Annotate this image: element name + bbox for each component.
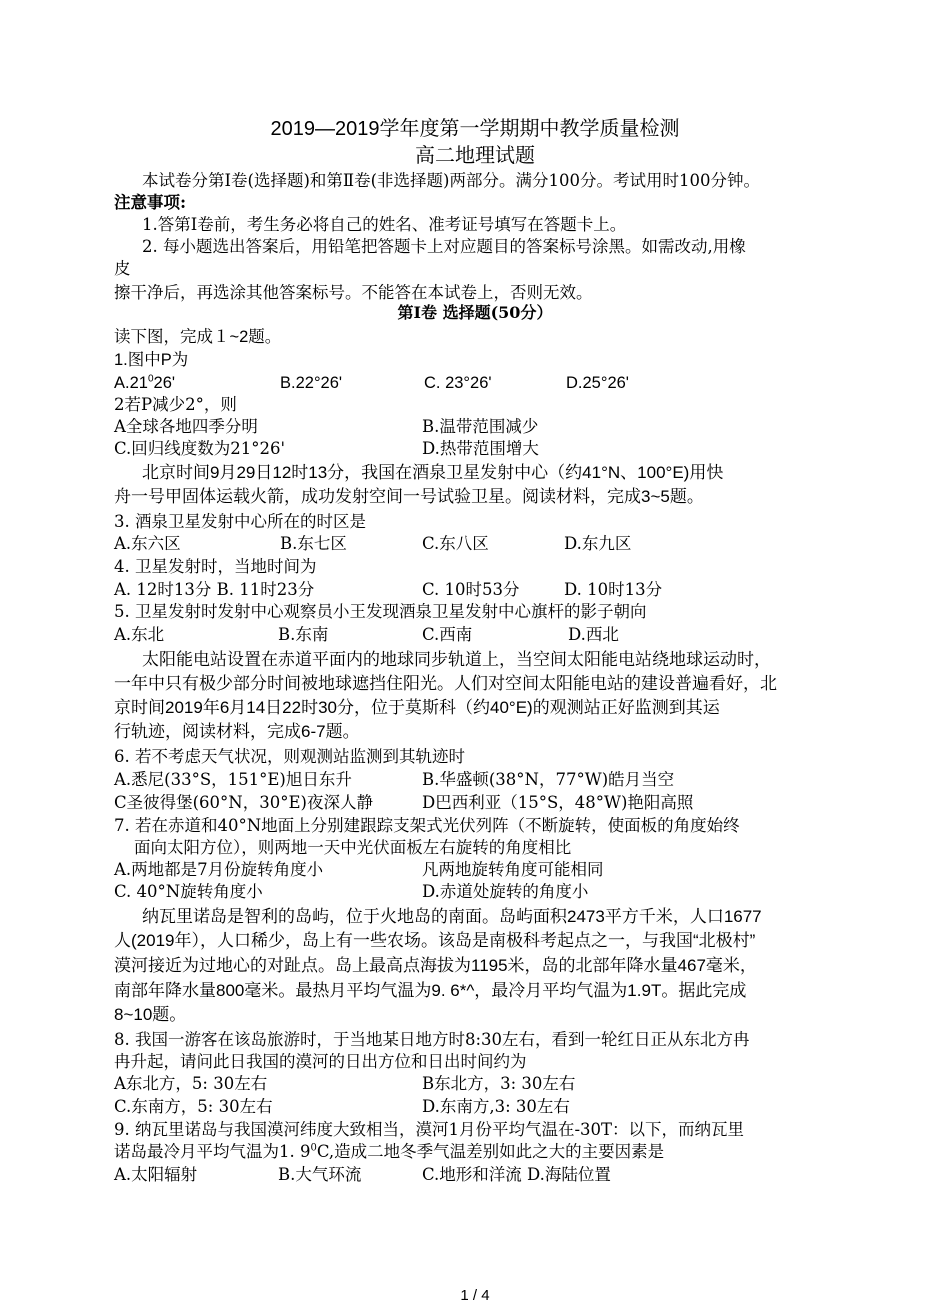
question-7-stem-line-2: 面向太阳方位），则两地一天中光伏面板左右旋转的角度相比 [134,838,572,857]
q2-option-d: D.热带范围增大 [422,439,539,458]
q1-option-b: B.22°26' [280,374,343,392]
q6-option-a: A.悉尼(33°S，151°E)旭日东升 [114,770,352,789]
q5-option-c: C.西南 [422,625,473,644]
q8-option-b: B东北方，3: 30左右 [422,1074,576,1093]
q7-option-b: 凡两地旋转角度可能相同 [422,860,604,879]
passage-4-line-1: 纳瓦里诺岛是智利的岛屿，位于火地岛的南面。岛屿面积2473平方千米，人口1677 [142,907,762,926]
q8-option-d: D.东南方,3: 30左右 [422,1097,570,1116]
q9-options-cd: C.地形和洋流 D.海陆位置 [422,1165,611,1184]
q3-option-c: C.东八区 [422,534,489,553]
question-3-stem: 3. 酒泉卫星发射中心所在的时区是 [114,512,366,531]
q2-option-a: A全球各地四季分明 [114,417,258,436]
q9-option-b: B.大气环流 [278,1165,362,1184]
q8-option-c: C.东南方，5: 30左右 [114,1097,273,1116]
q3-option-a: A.东六区 [114,534,181,553]
question-6-stem: 6. 若不考虑天气状况，则观测站监测到其轨迹时 [114,747,465,766]
question-9-stem-line-2: 诺岛最冷月平均气温为1. $9^0C$,造成二地冬季气温差别如此之大的主要因素是 [114,1142,665,1161]
q4-option-d: D. 10时13分 [564,580,663,599]
q3-option-b: B.东七区 [280,534,347,553]
q1-option-d: D.25°26' [566,374,629,392]
question-2-stem: 2若P减少2°，则 [114,395,237,414]
notice-item-2-end: 擦干净后，再选涂其他答案标号。不能答在本试卷上，否则无效。 [114,283,593,302]
passage-3-line-3: 京时间2019年6月14日22时30分，位于莫斯科（约40°E)的观测站正好监测到其运 [114,698,720,717]
q6-option-d: D巴西利亚（15°S，48°W)艳阳高照 [422,793,694,812]
question-1-stem: 1.图中P为 [114,351,189,369]
question-5-stem: 5. 卫星发射时发射中心观察员小王发现酒泉卫星发射中心旗杆的影子朝向 [114,602,647,621]
section-heading: 第Ⅰ卷 选择题(50分） [397,303,553,322]
q3-option-d: D.东九区 [564,534,632,553]
read-prompt: 读下图，完成１~2题。 [114,328,282,346]
notice-item-2: 2. 每小题选出答案后，用铅笔把答题卡上对应题目的答案标号涂黑。如需改动,用橡 [142,237,746,256]
notice-heading: 注意事项: [114,193,187,212]
q7-option-a: A.两地都是7月份旋转角度小 [114,860,324,879]
q5-option-b: B.东南 [278,625,329,644]
notice-item-1: 1.答第Ⅰ卷前，考生务必将自己的姓名、准考证号填写在答题卡上。 [142,215,627,234]
notice-item-2-continued: 皮 [114,259,131,278]
passage-3-line-4: 行轨迹，阅读材料，完成6-7题。 [114,722,360,741]
exam-subtitle: 高二地理试题 [415,145,535,167]
passage-3-line-1: 太阳能电站设置在赤道平面内的地球同步轨道上，当空间太阳能电站绕地球运动时， [142,650,771,669]
q1-option-a: $A.21^026'$ [114,373,176,392]
q6-option-b: B.华盛顿(38°N，77°W)皓月当空 [422,770,675,789]
q2-option-c: C.回归线度数为21°26' [114,439,286,458]
q7-option-c: C. 40°N旋转角度小 [114,882,263,901]
q4-options-ab: A. 12时13分 B. 11时23分 [114,580,315,599]
q9-option-a: A.太阳辐射 [114,1165,198,1184]
intro-summary: 本试卷分第Ⅰ卷(选择题)和第Ⅱ卷(非选择题)两部分。满分100分。考试用时100分钟。 [142,171,760,190]
q6-option-c: C圣彼得堡(60°N，30°E)夜深人静 [114,793,373,812]
question-8-stem-line-2: 冉升起，请问此日我国的漠河的日出方位和日出时间约为 [114,1052,527,1071]
passage-4-line-5: 8~10题。 [114,1005,187,1024]
passage-2-line-1: 北京时间9月29日12时13分，我国在酒泉卫星发射中心（约41°N、100°E)用快 [142,463,724,482]
question-8-stem-line-1: 8. 我国一游客在该岛旅游时，于当地某日地方时8:30左右，看到一轮红日正从东北方冉 [114,1030,750,1049]
question-9-stem-line-1: 9. 纳瓦里诺岛与我国漠河纬度大致相当，漠河1月份平均气温在-30T：以下，而纳瓦里 [114,1120,745,1139]
passage-4-line-3: 漠河接近为过地心的对趾点。岛上最高点海拔为1195米，岛的北部年降水量467毫米， [114,956,757,975]
q5-option-a: A.东北 [114,625,165,644]
q4-option-c: C. 10时53分 [422,580,520,599]
page-number: 1 / 4 [460,1287,490,1304]
q5-option-d: D.西北 [568,625,619,644]
q7-option-d: D.赤道处旋转的角度小 [422,882,589,901]
question-7-stem-line-1: 7. 若在赤道和40°N地面上分别建跟踪支架式光伏列阵（不断旋转，使面板的角度始终 [114,816,740,835]
passage-3-line-2: 一年中只有极少部分时间被地球遮挡住阳光。人们对空间太阳能电站的建设普遍看好，北 [114,674,777,693]
exam-title: 2019—2019学年度第一学期期中教学质量检测 [270,118,680,140]
passage-4-line-4: 南部年降水量800毫米。最热月平均气温为9. 6*^，最冷月平均气温为1.9T。据此完成 [114,981,747,1000]
q2-option-b: B.温带范围减少 [422,417,539,436]
passage-4-line-2: 人(2019年），人口稀少，岛上有一些农场。该岛是南极科考起点之一，与我国“北极村” [114,931,756,950]
q1-option-c: C. 23°26' [424,374,492,392]
passage-2-line-2: 舟一号甲固体运载火箭，成功发射空间一号试验卫星。阅读材料，完成3~5题。 [114,487,704,506]
question-4-stem: 4. 卫星发射时，当地时间为 [114,557,317,576]
q8-option-a: A东北方，5: 30左右 [114,1074,268,1093]
